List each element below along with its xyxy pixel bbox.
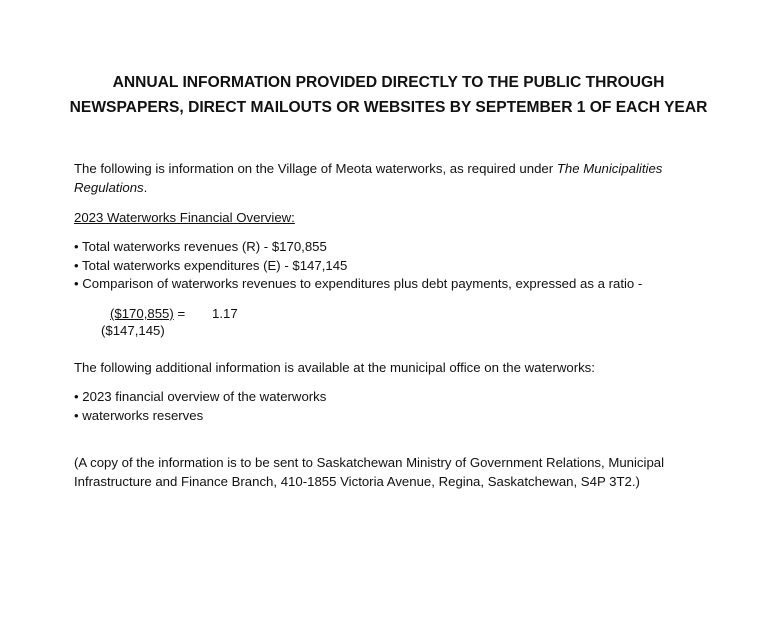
intro-text: The following is information on the Village of Meota waterworks, as required under	[74, 161, 557, 176]
title-line-1: ANNUAL INFORMATION PROVIDED DIRECTLY TO THE PUBLIC THROUGH	[112, 74, 665, 91]
intro-paragraph	[74, 159, 714, 197]
ratio-numerator: ($170,855)	[110, 306, 174, 321]
ratio-value: 1.17	[212, 306, 238, 321]
additional-item-overview: • 2023 financial overview of the waterworks	[74, 389, 327, 404]
financials-list	[74, 238, 734, 294]
overview-heading: 2023 Waterworks Financial Overview:	[74, 210, 295, 225]
financials-item-comparison: • Comparison of waterworks revenues to expenditures plus debt payments, expressed as a ratio -	[74, 276, 643, 291]
footer-note: (A copy of the information is to be sent to Saskatchewan Ministry of Government Relations, Municipal Infrastructure and Finance Branch, 410-1855 Victoria Avenue, Regina, Saskatchewan, S4P 3T2.)	[74, 455, 665, 489]
ratio-equals: =	[173, 306, 186, 321]
ratio-numerator-row	[110, 305, 185, 323]
intro-regulation-title: The Municipalities Regulations	[74, 161, 663, 195]
additional-list	[74, 388, 734, 425]
additional-item-reserves: • waterworks reserves	[74, 407, 204, 423]
overview-heading-block	[74, 208, 714, 227]
title-line-2: NEWSPAPERS, DIRECT MAILOUTS OR WEBSITES BY SEPTEMBER 1 OF EACH YEAR	[69, 99, 708, 116]
intro-end: .	[143, 180, 148, 195]
additional-intro: The following additional information is available at the municipal office on the waterworks:	[74, 360, 595, 375]
ratio-denominator: ($147,145)	[101, 323, 165, 338]
document-title	[40, 70, 737, 120]
financials-item-expenditures: • Total waterworks expenditures (E) - $147,145	[74, 257, 348, 273]
financials-item-revenues: • Total waterworks revenues (R) - $170,855	[74, 239, 327, 254]
